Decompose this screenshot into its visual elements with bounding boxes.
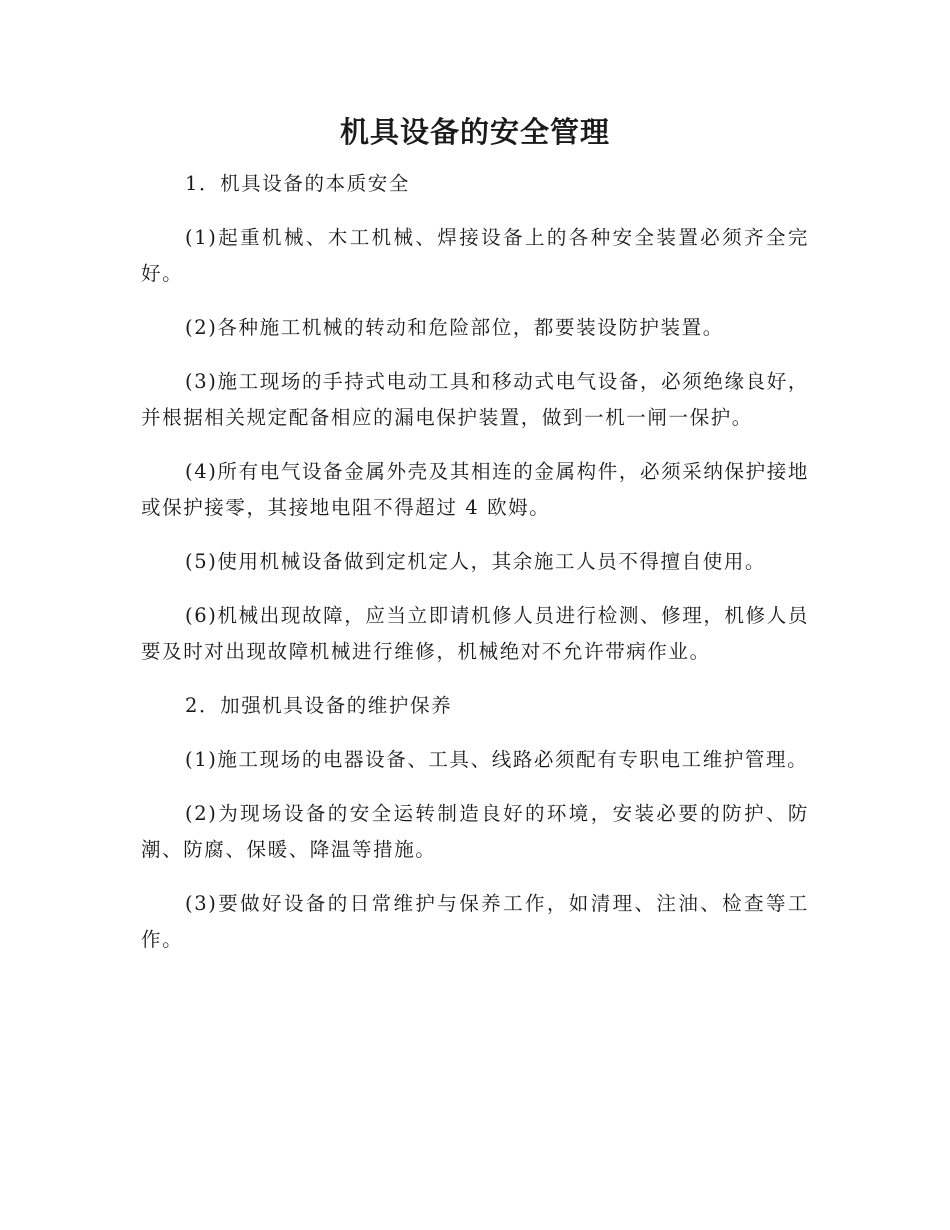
paragraph-1-2: (2)各种施工机械的转动和危险部位，都要装设防护装置。 [185, 316, 724, 339]
section-heading-2: 2．加强机具设备的维护保养 [185, 694, 453, 717]
paragraph-2-3: (3)要做好设备的日常维护与保养工作，如清理、注油、检查等工作。 [141, 892, 809, 951]
document-body [141, 166, 809, 976]
paragraph-2-1: (1)施工现场的电器设备、工具、线路必须配有专职电工维护管理。 [185, 748, 809, 771]
paragraph-1-5: (5)使用机械设备做到定机定人，其余施工人员不得擅自使用。 [185, 550, 767, 573]
paragraph-1-6: (6)机械出现故障，应当立即请机修人员进行检测、修理，机修人员要及时对出现故障机械进行维修，机械绝对不允许带病作业。 [141, 604, 809, 663]
paragraph-1-3: (3)施工现场的手持式电动工具和移动式电气设备，必须绝缘良好，并根据相关规定配备相应的漏电保护装置，做到一机一闸一保护。 [141, 370, 809, 429]
paragraph-1-4: (4)所有电气设备金属外壳及其相连的金属构件，必须采纳保护接地或保护接零，其接地电阻不得超过 4 欧姆。 [141, 460, 809, 519]
document-title: 机具设备的安全管理 [339, 115, 610, 149]
paragraph-2-2: (2)为现场设备的安全运转制造良好的环境，安装必要的防护、防潮、防腐、保暖、降温等措施。 [141, 802, 809, 861]
paragraph-1-1: (1)起重机械、木工机械、焊接设备上的各种安全装置必须齐全完好。 [141, 226, 809, 285]
section-heading-1: 1．机具设备的本质安全 [185, 172, 411, 195]
